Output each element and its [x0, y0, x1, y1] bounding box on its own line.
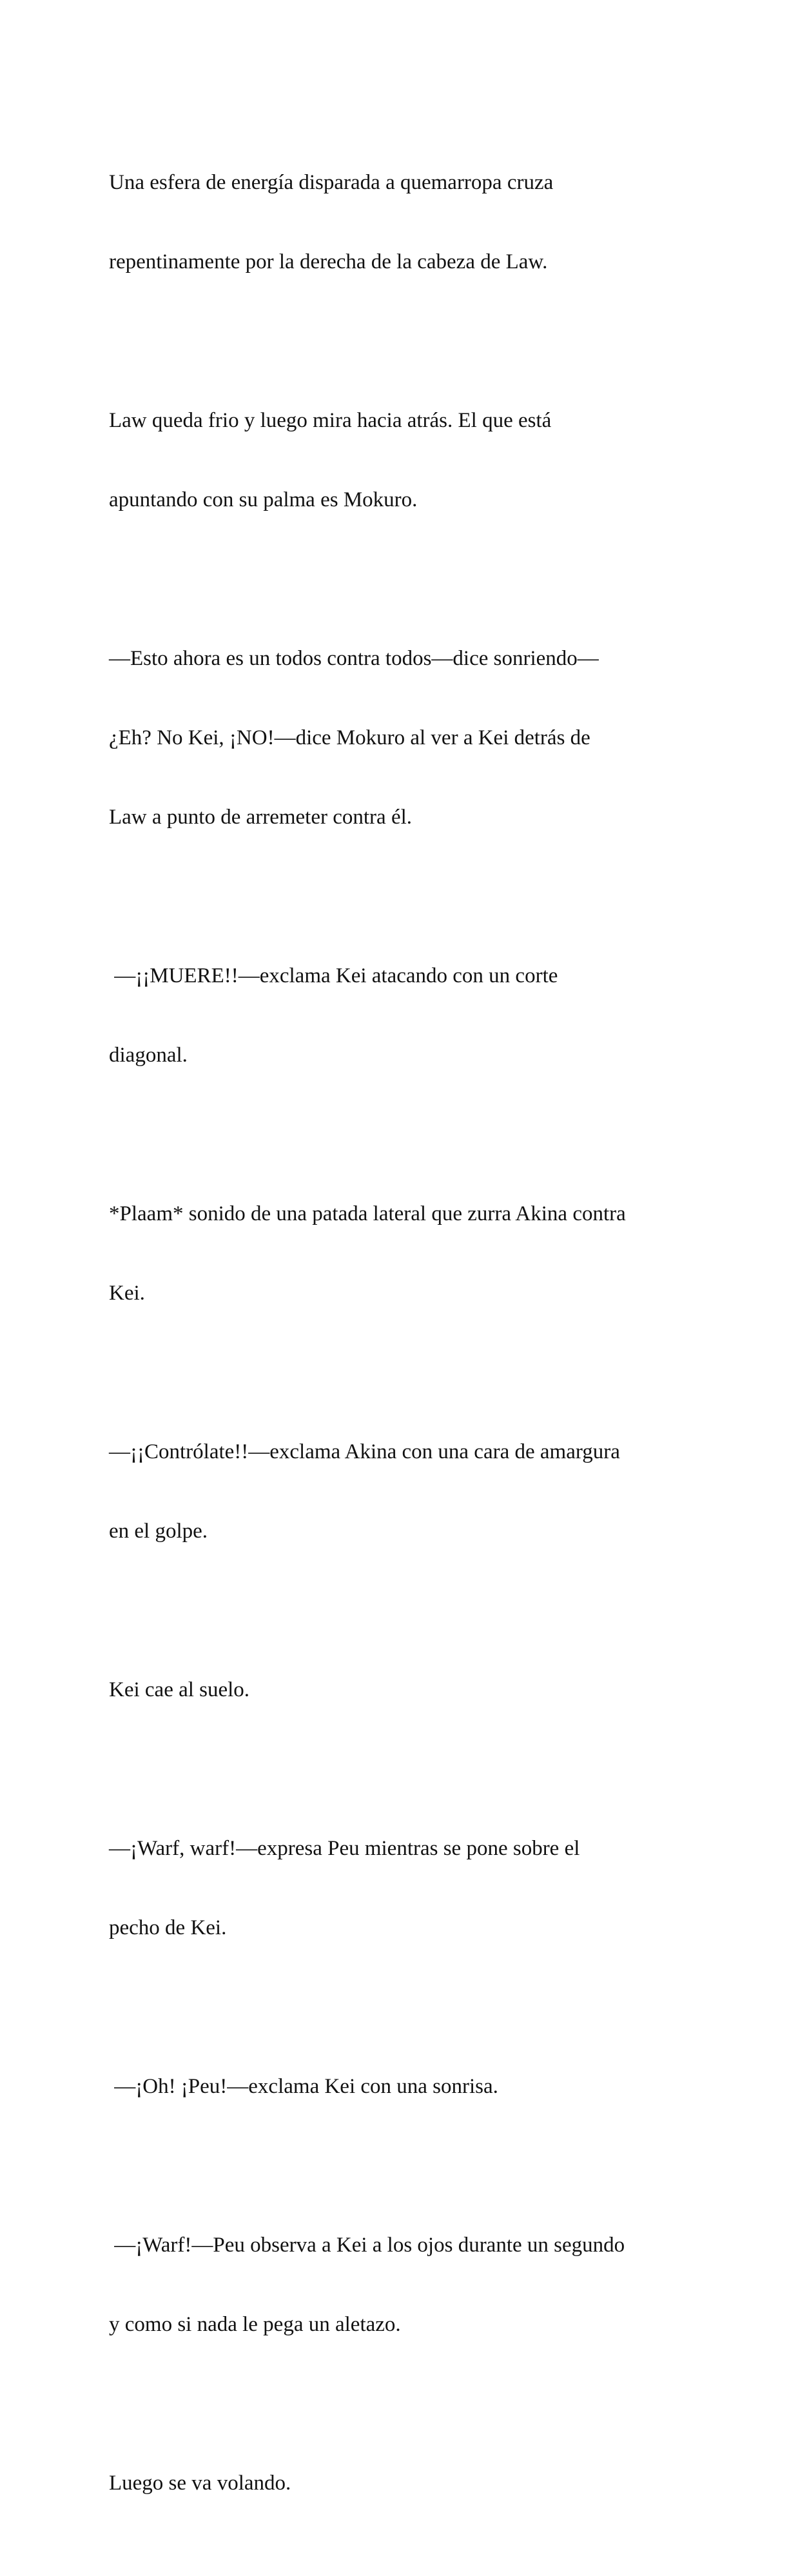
text-line: Law queda frio y luego mira hacia atrás. El que está [109, 409, 552, 432]
paragraph-2 [109, 355, 689, 566]
text-line: ¿Eh? No Kei, ¡NO!—dice Mokuro al ver a Kei detrás de [109, 726, 590, 749]
text-line: —¡Warf!—Peu observa a Kei a los ojos durante un segundo [109, 2234, 625, 2257]
paragraph-11 [109, 2417, 689, 2550]
paragraph-10 [109, 2179, 689, 2391]
text-line: *Plaam* sonido de una patada lateral que zurra Akina contra [109, 1202, 626, 1225]
text-line: Kei cae al suelo. [109, 1678, 250, 1701]
text-line: —¡¡MUERE!!—exclama Kei atacando con un corte [109, 964, 558, 987]
text-line: Luego se va volando. [109, 2472, 291, 2495]
text-line: diagonal. [109, 1044, 188, 1067]
text-line: pecho de Kei. [109, 1916, 227, 1939]
text-line: Kei. [109, 1282, 145, 1305]
paragraph-1 [109, 117, 689, 328]
text-line: en el golpe. [109, 1520, 208, 1543]
text-line: —¡Oh! ¡Peu!—exclama Kei con una sonrisa. [109, 2075, 498, 2098]
text-line: Law a punto de arremeter contra él. [109, 806, 413, 829]
text-line: —¡¡Contrólate!!—exclama Akina con una cara de amargura [109, 1440, 620, 1463]
body-text [109, 117, 689, 2576]
text-line: Una esfera de energía disparada a quemarropa cruza [109, 171, 554, 194]
text-line: —¡Warf, warf!—expresa Peu mientras se pone sobre el [109, 1837, 580, 1860]
paragraph-7 [109, 1624, 689, 1756]
paragraph-8 [109, 1783, 689, 1994]
paragraph-4 [109, 910, 689, 1122]
paragraph-9 [109, 2021, 689, 2153]
text-line: —Esto ahora es un todos contra todos—dice sonriendo— [109, 647, 599, 670]
paragraph-5 [109, 1148, 689, 1360]
paragraph-3 [109, 593, 689, 884]
text-line: repentinamente por la derecha de la cabeza de Law. [109, 250, 548, 273]
paragraph-6 [109, 1386, 689, 1598]
text-line: apuntando con su palma es Mokuro. [109, 488, 418, 511]
text-line: y como si nada le pega un aletazo. [109, 2313, 401, 2336]
